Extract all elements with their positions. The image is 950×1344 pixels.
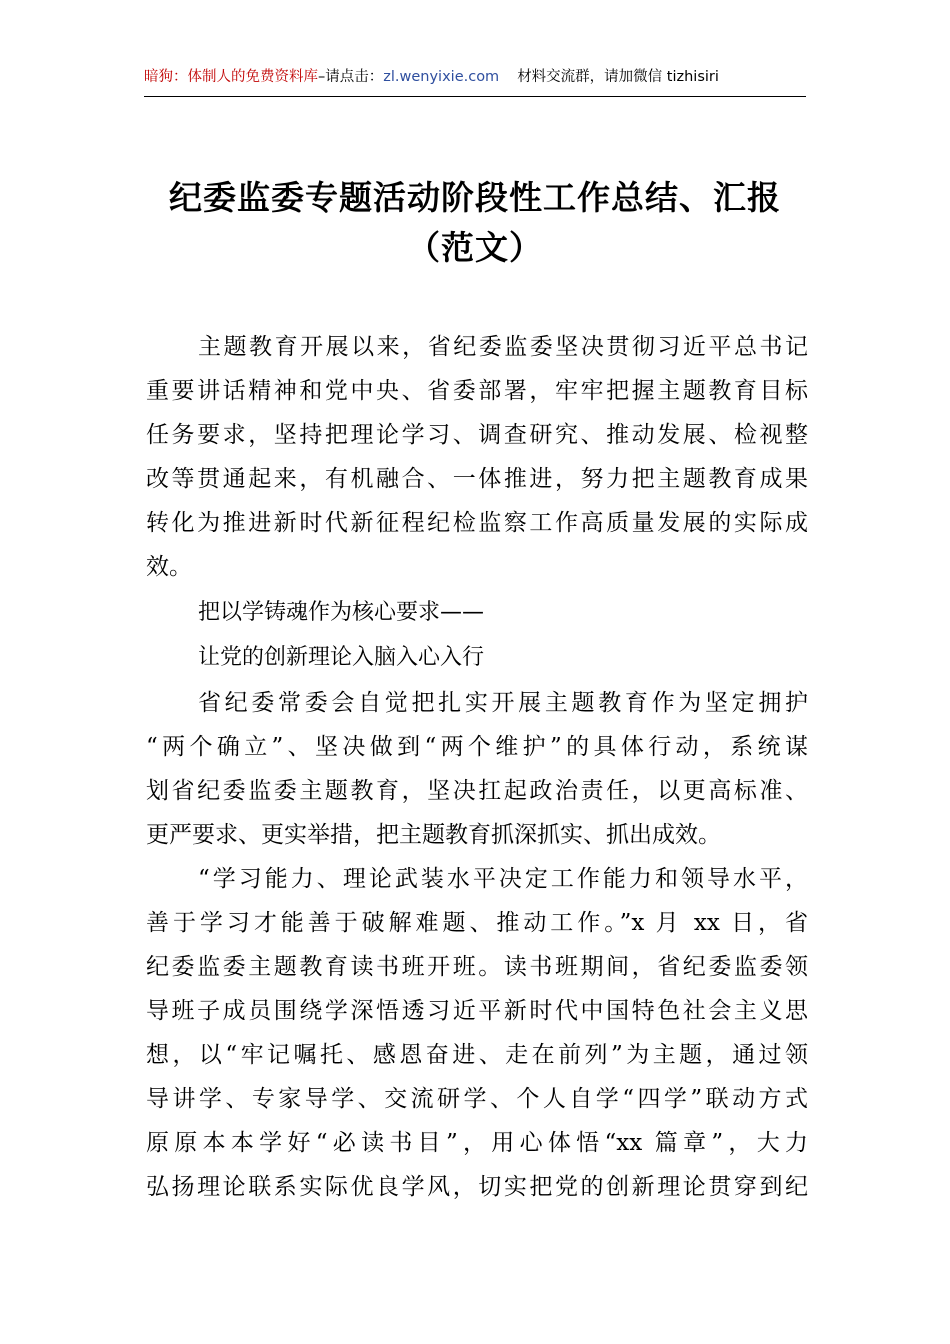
body-line: 导讲学、专家导学、交流研学、个人自学“四学”联动方式 bbox=[146, 1086, 808, 1112]
body-line: 纪委监委主题教育读书班开班。读书班期间，省纪委监委领 bbox=[146, 954, 808, 980]
body-line: 任务要求，坚持把理论学习、调查研究、推动发展、检视整 bbox=[146, 422, 808, 448]
body-line: 主题教育开展以来，省纪委监委坚决贯彻习近平总书记 bbox=[198, 334, 808, 360]
document-title-line-1: 纪委监委专题活动阶段性工作总结、汇报 bbox=[169, 178, 781, 217]
section-heading: 把以学铸魂作为核心要求—— bbox=[198, 600, 485, 625]
header-site-name: 暗狗：体制人的免费资料库 bbox=[144, 69, 318, 85]
body-line: 划省纪委监委主题教育，坚决扛起政治责任，以更高标准、 bbox=[146, 778, 808, 804]
body-line: 重要讲话精神和党中央、省委部署，牢牢把握主题教育目标 bbox=[146, 378, 808, 404]
document-title-line-2: （范文） bbox=[407, 228, 543, 267]
body-line: 想，以“牢记嘱托、感恩奋进、走在前列”为主题，通过领 bbox=[146, 1042, 808, 1068]
body-line: 原原本本学好“必读书目”，用心体悟“xx 篇章”，大力 bbox=[146, 1130, 808, 1156]
body-line: “两个确立”、坚决做到“两个维护”的具体行动，系统谋 bbox=[146, 734, 808, 760]
header-click-prompt: –请点击： bbox=[318, 69, 384, 85]
section-heading: 让党的创新理论入脑入心入行 bbox=[198, 645, 485, 670]
body-line: 效。 bbox=[146, 554, 192, 580]
body-line: “学习能力、理论武装水平决定工作能力和领导水平， bbox=[198, 866, 808, 892]
page-header bbox=[144, 66, 806, 97]
body-line: 弘扬理论联系实际优良学风，切实把党的创新理论贯穿到纪 bbox=[146, 1174, 808, 1200]
header-wechat-note: 材料交流群，请加微信 tizhisiri bbox=[517, 69, 719, 85]
header-link[interactable]: zl.wenyixie.com bbox=[383, 69, 500, 85]
body-line: 省纪委常委会自觉把扎实开展主题教育作为坚定拥护 bbox=[198, 690, 808, 716]
body-line: 善于学习才能善于破解难题、推动工作。”x 月 xx 日，省 bbox=[146, 910, 808, 936]
body-line: 更严要求、更实举措，把主题教育抓深抓实、抓出成效。 bbox=[146, 822, 721, 848]
body-line: 改等贯通起来，有机融合、一体推进，努力把主题教育成果 bbox=[146, 466, 808, 492]
body-line: 导班子成员围绕学深悟透习近平新时代中国特色社会主义思 bbox=[146, 998, 808, 1024]
body-line: 转化为推进新时代新征程纪检监察工作高质量发展的实际成 bbox=[146, 510, 808, 536]
